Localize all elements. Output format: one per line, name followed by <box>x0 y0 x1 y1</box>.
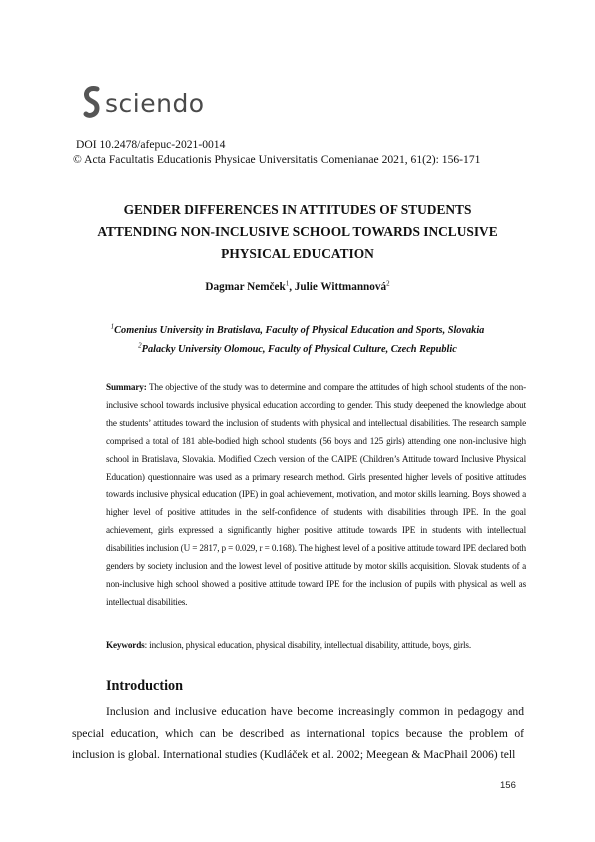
introduction-paragraph: Inclusion and inclusive education have become increasingly common in pedagogy and special education, which can be described as international topics because the problem of inclusion is global. International studies (Kudláček et al. 2002; Meegean & MacPhail 2006) tell <box>72 705 524 761</box>
affiliation <box>0 321 595 340</box>
affiliation-text: Palacky University Olomouc, Faculty of Physical Culture, Czech Republic <box>141 344 457 355</box>
author-list <box>0 281 595 293</box>
article-meta <box>73 137 480 167</box>
author-name: Julie Wittmannová <box>294 281 387 293</box>
author-affiliation-mark: 2 <box>386 279 390 288</box>
sciendo-s-icon <box>83 86 101 120</box>
keywords <box>106 638 526 652</box>
title-line: ATTENDING NON-INCLUSIVE SCHOOL TOWARDS INCLUSIVE <box>97 224 498 239</box>
abstract <box>106 379 526 612</box>
author-affiliation-mark: 1 <box>285 279 290 288</box>
keywords-label: Keywords <box>106 640 145 650</box>
section-heading: Introduction <box>106 678 183 694</box>
author-separator: , <box>289 281 295 293</box>
abstract-label: Summary: <box>106 382 147 392</box>
title-line: GENDER DIFFERENCES IN ATTITUDES OF STUDENTS <box>123 202 472 217</box>
logo-text: sciendo <box>105 88 205 118</box>
affiliation <box>0 340 595 359</box>
abstract-text: The objective of the study was to determine and compare the attitudes of high school students of the non-inclusive school towards inclusive physical education according to gender. This study deepened the knowledge about the students’ attitudes toward the inclusion of students with physical and intellectual disabilities. The research sample comprised a total of 181 able-bodied high school students (56 boys and 125 girls) attending one non-inclusive high school in Bratislava, Slovakia. Modified Czech version of the CAIPE (Children’s Attitude toward Inclusive Physical Education) questionnaire was used as a primary research method. Girls presented higher levels of positive attitudes towards inclusive physical education (IPE) in goal achievement, motivation, and motor skills learning. Boys showed a higher level of positive attitudes in the self-confidence of students with disabilities through IPE. In the goal achievement, girls expressed a significantly higher positive attitude towards IPE in students with intellectual disabilities inclusion (U = 2817, p = 0.029, r = 0.168). The highest level of a positive attitude toward IPE declared both genders by society inclusion and the lowest level of positive attitude by motor skills acquisition. Slovak students of a non-inclusive high school showed a positive attitude toward IPE for the inclusion of pupils with physical as well as intellectual disabilities. <box>106 382 527 607</box>
sciendo-logo <box>83 86 205 120</box>
keywords-text: : inclusion, physical education, physical disability, intellectual disability, attitude, boys, girls. <box>144 640 471 650</box>
page-number: 156 <box>500 780 516 791</box>
doi: DOI 10.2478/afepuc-2021-0014 <box>76 138 226 151</box>
affiliation-mark: 1 <box>110 322 115 331</box>
journal-citation: © Acta Facultatis Educationis Physicae Universitatis Comenianae 2021, 61(2): 156-171 <box>73 153 481 166</box>
title-line: PHYSICAL EDUCATION <box>221 246 374 261</box>
affiliations <box>0 321 595 359</box>
affiliation-mark: 2 <box>138 341 142 350</box>
affiliation-text: Comenius University in Bratislava, Faculty of Physical Education and Sports, Slovakia <box>114 325 485 336</box>
article-title <box>60 199 535 265</box>
author-name: Dagmar Nemček <box>205 281 286 293</box>
